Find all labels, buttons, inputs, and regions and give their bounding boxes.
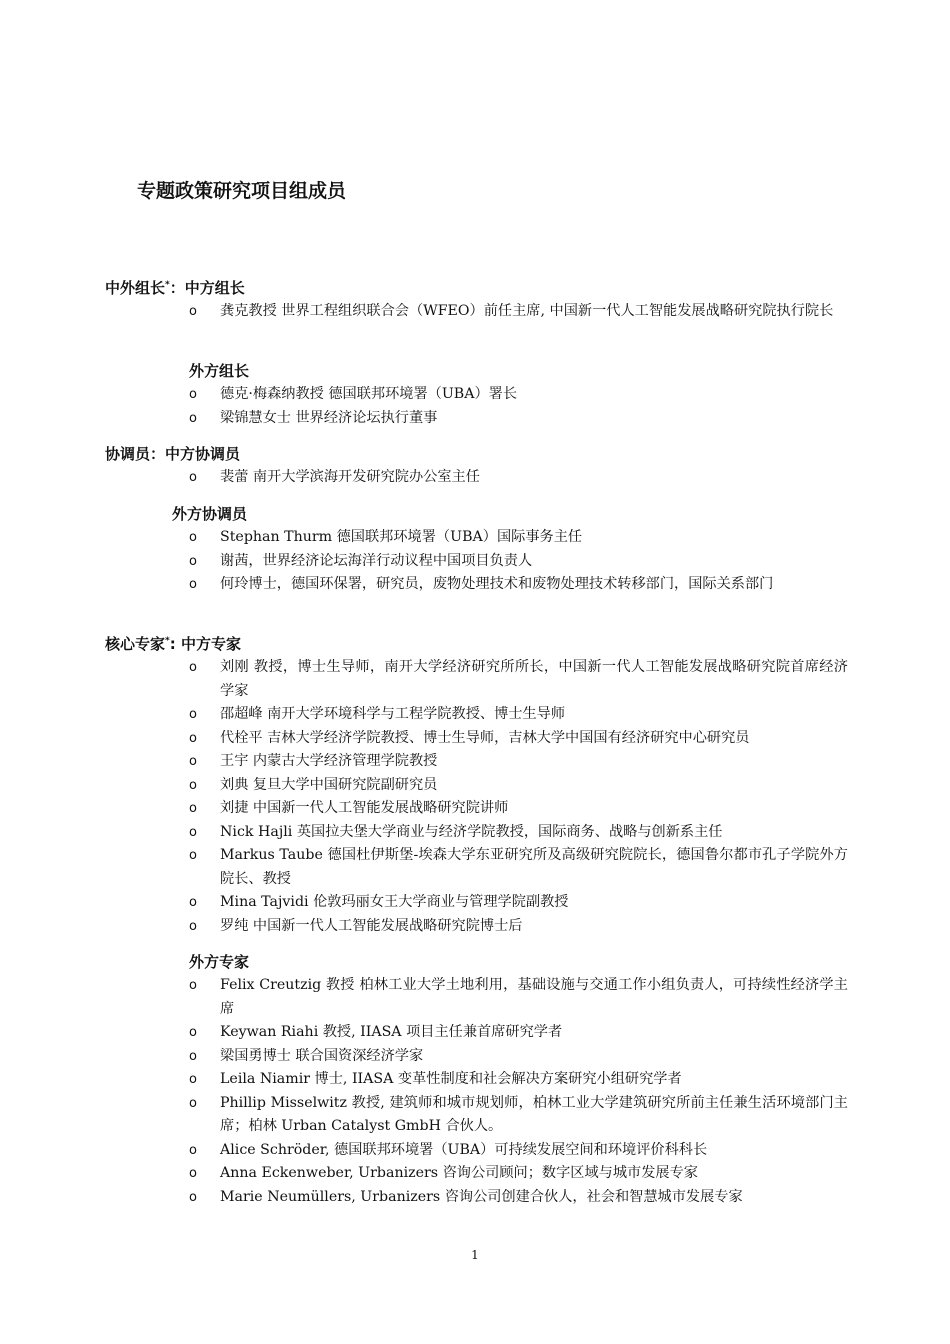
bullet-icon: o bbox=[189, 1166, 197, 1181]
bullet-icon: o bbox=[189, 1189, 197, 1205]
bullet-icon: o bbox=[189, 1072, 197, 1087]
bullet-icon: o bbox=[189, 1142, 197, 1158]
bullet-icon: o bbox=[189, 848, 197, 863]
list-item: o Stephan Thurm 德国联邦环境署（UBA）国际事务主任 bbox=[0, 526, 848, 550]
bullet-icon: o bbox=[189, 577, 197, 592]
foreign-experts-heading: 外方专家 bbox=[189, 953, 250, 971]
list-item: o Leila Niamir 博士, IIASA 变革性制度和社会解决方案研究小组研究学者 bbox=[0, 1068, 848, 1092]
bullet-icon: o bbox=[189, 660, 197, 675]
bullet-icon: o bbox=[189, 387, 197, 402]
leaders-footnote-mark: * bbox=[165, 280, 170, 290]
leaders-cn-list bbox=[0, 300, 848, 324]
list-item: o Keywan Riahi 教授, IIASA 项目主任兼首席研究学者 bbox=[0, 1021, 848, 1045]
page-title: 专题政策研究项目组成员 bbox=[137, 180, 347, 202]
list-item: o Felix Creutzig 教授 柏林工业大学土地利用，基础设施与交通工作小组负责人，可持续性经济学主席 bbox=[0, 974, 848, 1021]
list-item: o 龚克教授 世界工程组织联合会（WFEO）前任主席, 中国新一代人工智能发展战略研究院执行院长 bbox=[0, 300, 848, 324]
bullet-icon: o bbox=[189, 730, 197, 746]
leaders-foreign-list bbox=[0, 383, 848, 430]
list-item: o Anna Eckenweber, Urbanizers 咨询公司顾问；数字区域与城市发展专家 bbox=[0, 1162, 848, 1186]
list-item: o Marie Neumüllers, Urbanizers 咨询公司创建合伙人，社会和智慧城市发展专家 bbox=[0, 1186, 848, 1210]
bullet-icon: o bbox=[189, 777, 197, 793]
experts-footnote-mark: * bbox=[165, 636, 170, 646]
page-number: 1 bbox=[471, 1248, 479, 1262]
bullet-icon: o bbox=[189, 895, 197, 910]
list-item: o 邵超峰 南开大学环境科学与工程学院教授、博士生导师 bbox=[0, 703, 848, 727]
list-item: o 代栓平 吉林大学经济学院教授、博士生导师，吉林大学中国国有经济研究中心研究员 bbox=[0, 727, 848, 751]
experts-heading bbox=[105, 634, 241, 654]
bullet-icon: o bbox=[189, 1095, 197, 1111]
foreign-coordinators-heading: 外方协调员 bbox=[172, 505, 248, 523]
list-item: o 王宇 内蒙古大学经济管理学院教授 bbox=[0, 750, 848, 774]
experts-suffix: : 中方专家 bbox=[169, 635, 241, 653]
list-item: o 梁锦慧女士 世界经济论坛执行董事 bbox=[0, 407, 848, 431]
list-item: o Markus Taube 德国杜伊斯堡-埃森大学东亚研究所及高级研究院院长，德国鲁尔都市孔子学院外方院长、教授 bbox=[0, 844, 848, 891]
list-item: o 刘刚 教授，博士生导师，南开大学经济研究所所长，中国新一代人工智能发展战略研究院首席经济学家 bbox=[0, 656, 848, 703]
list-item: o Alice Schröder, 德国联邦环境署（UBA）可持续发展空间和环境评价科科长 bbox=[0, 1139, 848, 1163]
experts-label: 核心专家 bbox=[105, 635, 166, 653]
list-item: o 谢茜，世界经济论坛海洋行动议程中国项目负责人 bbox=[0, 550, 848, 574]
coordinators-foreign-list bbox=[0, 526, 848, 597]
list-item: o 刘捷 中国新一代人工智能发展战略研究院讲师 bbox=[0, 797, 848, 821]
experts-cn-list bbox=[0, 656, 848, 938]
list-item: o Nick Hajli 英国拉夫堡大学商业与经济学院教授，国际商务、战略与创新系主任 bbox=[0, 821, 848, 845]
experts-foreign-list bbox=[0, 974, 848, 1209]
coordinators-heading: 协调员：中方协调员 bbox=[105, 445, 241, 463]
bullet-icon: o bbox=[189, 304, 197, 319]
leaders-heading bbox=[105, 278, 245, 298]
bullet-icon: o bbox=[189, 553, 197, 569]
bullet-icon: o bbox=[189, 707, 197, 722]
bullet-icon: o bbox=[189, 530, 197, 545]
foreign-leaders-heading: 外方组长 bbox=[189, 362, 250, 380]
bullet-icon: o bbox=[189, 918, 197, 934]
bullet-icon: o bbox=[189, 801, 197, 816]
bullet-icon: o bbox=[189, 754, 197, 769]
bullet-icon: o bbox=[189, 824, 197, 840]
bullet-icon: o bbox=[189, 1025, 197, 1040]
leaders-label: 中外组长 bbox=[105, 279, 166, 297]
bullet-icon: o bbox=[189, 470, 197, 485]
list-item: o Mina Tajvidi 伦敦玛丽女王大学商业与管理学院副教授 bbox=[0, 891, 848, 915]
list-item: o 德克·梅森纳教授 德国联邦环境署（UBA）署长 bbox=[0, 383, 848, 407]
leaders-suffix: ：中方组长 bbox=[169, 279, 245, 297]
bullet-icon: o bbox=[189, 978, 197, 993]
bullet-icon: o bbox=[189, 410, 197, 426]
list-item: o Phillip Misselwitz 教授, 建筑师和城市规划师，柏林工业大学建筑研究所前主任兼生活环境部门主席；柏林 Urban Catalyst GmbH 合伙人。 bbox=[0, 1092, 848, 1139]
list-item: o 梁国勇博士 联合国资深经济学家 bbox=[0, 1045, 848, 1069]
coordinators-cn-list bbox=[0, 466, 848, 490]
list-item: o 何玲博士，德国环保署，研究员，废物处理技术和废物处理技术转移部门，国际关系部门 bbox=[0, 573, 848, 597]
list-item: o 裴蕾 南开大学滨海开发研究院办公室主任 bbox=[0, 466, 848, 490]
list-item: o 罗纯 中国新一代人工智能发展战略研究院博士后 bbox=[0, 915, 848, 939]
bullet-icon: o bbox=[189, 1048, 197, 1064]
list-item: o 刘典 复旦大学中国研究院副研究员 bbox=[0, 774, 848, 798]
